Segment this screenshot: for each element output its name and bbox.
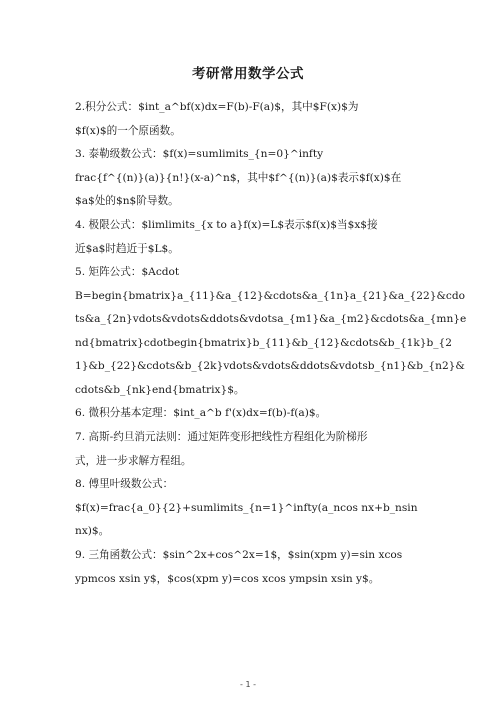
paragraph-fourier (75, 473, 423, 544)
text-line: 5. 矩阵公式：$Acdot (75, 266, 180, 278)
page-title: 考研常用数学公式 (192, 66, 304, 82)
paragraph-gauss-jordan (75, 426, 423, 473)
text-line: nd{bmatrix}cdotbegin{bmatrix}b_{11}&b_{12}&cdots&b_{1k}b_{2 (75, 336, 453, 349)
text-line: 9. 三角函数公式：$sin^2x+cos^2x=1$，$sin(xpm y)=sin xcos (75, 549, 403, 561)
text-line: $f(x)=frac{a_0}{2}+sumlimits_{n=1}^infty(a_ncos nx+b_nsin (75, 501, 418, 514)
paragraph-limit (75, 214, 423, 261)
text-line: 近$a$时趋近于$L$。 (75, 242, 179, 255)
text-line: cdots&b_{nk}end{bmatrix}$。 (75, 383, 245, 396)
paragraph-taylor (75, 143, 423, 214)
text-line: 式，进一步求解方程组。 (75, 454, 192, 467)
paragraph-matrix (75, 261, 467, 402)
text-line: 2.积分公式：$int_a^bf(x)dx=F(b)-F(a)$，其中$F(x)$为 (75, 101, 359, 113)
text-line: 4. 极限公式：$limlimits_{x to a}f(x)=L$表示$f(x)$当$x$接 (75, 219, 378, 231)
text-line: 8. 傅里叶级数公式： (75, 478, 174, 490)
text-line: ypmcos xsin y$，$cos(xpm y)=cos xcos ympsin xsin y$。 (75, 572, 380, 585)
text-line: $a$处的$n$阶导数。 (75, 195, 179, 207)
paragraph-trig (75, 544, 423, 591)
page-number: - 1 - (240, 680, 256, 689)
text-line: frac{f^{(n)}(a)}{n!}(x-a)^n$，其中$f^{(n)}(a)$表示$f(x)$在 (75, 171, 402, 184)
text-line: ts&a_{2n}vdots&vdots&ddots&vdotsa_{m1}&a_{m2}&cdots&a_{mn}e (75, 313, 467, 325)
text-line: $f(x)$的一个原函数。 (75, 124, 181, 137)
text-line: 1}&b_{22}&cdots&b_{2k}vdots&vdots&ddots&vdotsb_{n1}&b_{n2}& (75, 360, 465, 372)
text-line: 6. 微积分基本定理：$int_a^b f'(x)dx=f(b)-f(a)$。 (75, 407, 327, 419)
text-line: 7. 高斯-约旦消元法则：通过矩阵变形把线性方程组化为阶梯形 (75, 431, 368, 443)
text-line: 3. 泰勒级数公式：$f(x)=sumlimits_{n=0}^infty (75, 148, 324, 160)
text-line: B=begin{bmatrix}a_{11}&a_{12}&cdots&a_{1n}a_{21}&a_{22}&cdo (75, 289, 465, 302)
text-line: nx)$。 (75, 525, 110, 537)
paragraph-calculus-theorem (75, 402, 423, 426)
paragraph-integral (75, 96, 423, 143)
